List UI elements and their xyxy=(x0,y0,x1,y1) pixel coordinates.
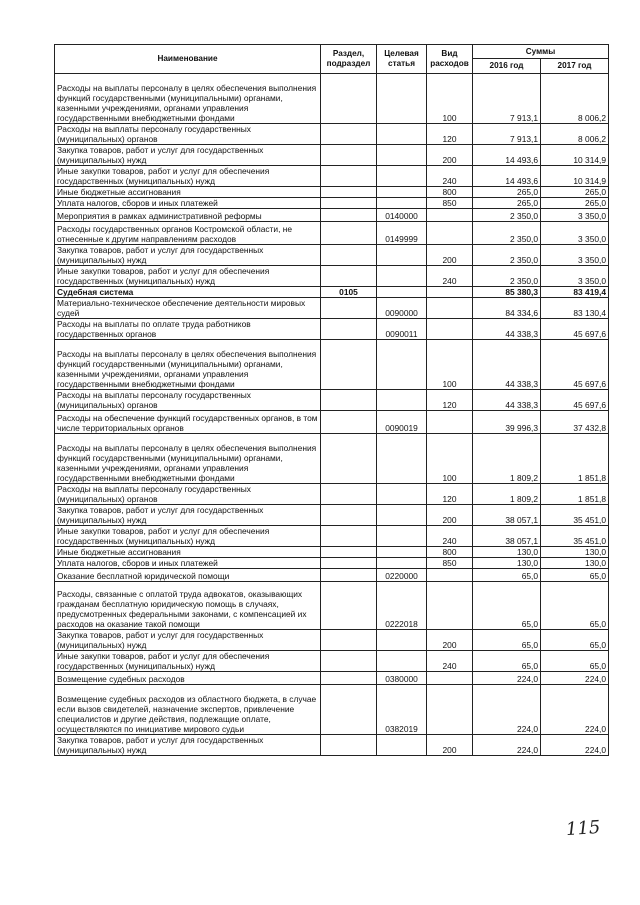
cell-v2017: 65,0 xyxy=(541,630,609,651)
cell-target: 0090000 xyxy=(377,298,427,319)
cell-v2016: 224,0 xyxy=(473,672,541,685)
header-section: Раздел, подраздел xyxy=(321,45,377,74)
table-row xyxy=(55,547,609,558)
page-number: 115 xyxy=(565,816,602,841)
cell-v2016: 65,0 xyxy=(473,569,541,582)
cell-section xyxy=(321,526,377,547)
cell-kind: 120 xyxy=(427,124,473,145)
cell-v2016: 130,0 xyxy=(473,547,541,558)
cell-v2017: 35 451,0 xyxy=(541,505,609,526)
cell-target xyxy=(377,198,427,209)
table-row xyxy=(55,266,609,287)
cell-name: Расходы, связанные с оплатой труда адвокатов, оказывающих гражданам бесплатную юридическую помощь в случаях, предусмотренных федеральными законами, с компенсацией их расходов на оказание такой помощи xyxy=(55,582,321,630)
table-row xyxy=(55,340,609,390)
cell-kind: 100 xyxy=(427,340,473,390)
cell-section xyxy=(321,298,377,319)
table-row xyxy=(55,145,609,166)
cell-v2016: 38 057,1 xyxy=(473,505,541,526)
cell-v2017: 1 851,8 xyxy=(541,434,609,484)
cell-v2017: 3 350,0 xyxy=(541,209,609,222)
cell-v2016: 2 350,0 xyxy=(473,266,541,287)
cell-target xyxy=(377,390,427,411)
cell-section xyxy=(321,411,377,434)
cell-kind: 240 xyxy=(427,651,473,672)
cell-kind: 200 xyxy=(427,735,473,756)
cell-v2016: 130,0 xyxy=(473,558,541,569)
cell-v2016: 265,0 xyxy=(473,187,541,198)
cell-name: Иные бюджетные ассигнования xyxy=(55,547,321,558)
cell-v2017: 130,0 xyxy=(541,547,609,558)
cell-name: Расходы на обеспечение функций государственных органов, в том числе территориальных органов xyxy=(55,411,321,434)
cell-kind xyxy=(427,209,473,222)
header-sums: Суммы xyxy=(473,45,609,59)
cell-name: Мероприятия в рамках административной реформы xyxy=(55,209,321,222)
cell-target: 0222018 xyxy=(377,582,427,630)
cell-v2016: 2 350,0 xyxy=(473,245,541,266)
cell-name: Уплата налогов, сборов и иных платежей xyxy=(55,198,321,209)
cell-kind xyxy=(427,287,473,298)
table-row xyxy=(55,685,609,735)
cell-section xyxy=(321,319,377,340)
cell-target xyxy=(377,558,427,569)
table-row xyxy=(55,505,609,526)
cell-target xyxy=(377,547,427,558)
cell-v2016: 38 057,1 xyxy=(473,526,541,547)
table-row xyxy=(55,222,609,245)
header-year-2016: 2016 год xyxy=(473,59,541,74)
cell-v2016: 224,0 xyxy=(473,735,541,756)
cell-target xyxy=(377,651,427,672)
cell-target xyxy=(377,166,427,187)
cell-v2017: 83 130,4 xyxy=(541,298,609,319)
cell-kind: 200 xyxy=(427,630,473,651)
table-row xyxy=(55,198,609,209)
cell-section xyxy=(321,582,377,630)
cell-section xyxy=(321,569,377,582)
table-row xyxy=(55,569,609,582)
cell-target xyxy=(377,735,427,756)
cell-kind: 850 xyxy=(427,198,473,209)
cell-name: Закупка товаров, работ и услуг для государственных (муниципальных) нужд xyxy=(55,735,321,756)
cell-v2016: 65,0 xyxy=(473,630,541,651)
cell-name: Расходы на выплаты персоналу в целях обеспечения выполнения функций государственными (муниципальными) органами, казенными учреждениями, органами управления государственными внебюджетными фондами xyxy=(55,434,321,484)
table-body xyxy=(55,74,609,756)
cell-section xyxy=(321,685,377,735)
cell-section xyxy=(321,209,377,222)
header-target: Целевая статья xyxy=(377,45,427,74)
cell-v2016: 44 338,3 xyxy=(473,340,541,390)
cell-kind: 200 xyxy=(427,505,473,526)
cell-kind xyxy=(427,685,473,735)
cell-section xyxy=(321,547,377,558)
cell-v2016: 224,0 xyxy=(473,685,541,735)
cell-target: 0149999 xyxy=(377,222,427,245)
cell-v2017: 8 006,2 xyxy=(541,124,609,145)
cell-v2016: 44 338,3 xyxy=(473,390,541,411)
cell-section xyxy=(321,245,377,266)
cell-target xyxy=(377,526,427,547)
cell-section xyxy=(321,630,377,651)
cell-target xyxy=(377,484,427,505)
cell-v2016: 1 809,2 xyxy=(473,484,541,505)
cell-section xyxy=(321,74,377,124)
cell-name: Иные закупки товаров, работ и услуг для обеспечения государственных (муниципальных) нужд xyxy=(55,166,321,187)
table-row xyxy=(55,209,609,222)
cell-v2016: 265,0 xyxy=(473,198,541,209)
table-row xyxy=(55,672,609,685)
table-row xyxy=(55,390,609,411)
table-row xyxy=(55,166,609,187)
cell-section xyxy=(321,187,377,198)
cell-name: Расходы на выплаты персоналу государственных (муниципальных) органов xyxy=(55,390,321,411)
cell-v2016: 65,0 xyxy=(473,651,541,672)
cell-target xyxy=(377,124,427,145)
table-row xyxy=(55,298,609,319)
table-row xyxy=(55,187,609,198)
table-row xyxy=(55,735,609,756)
cell-name: Иные бюджетные ассигнования xyxy=(55,187,321,198)
cell-kind xyxy=(427,319,473,340)
cell-v2017: 35 451,0 xyxy=(541,526,609,547)
cell-v2017: 45 697,6 xyxy=(541,390,609,411)
cell-section xyxy=(321,390,377,411)
cell-v2017: 65,0 xyxy=(541,569,609,582)
table-row xyxy=(55,434,609,484)
cell-target xyxy=(377,74,427,124)
cell-name: Расходы на выплаты персоналу государственных (муниципальных) органов xyxy=(55,484,321,505)
table-row xyxy=(55,651,609,672)
cell-kind xyxy=(427,672,473,685)
table-row xyxy=(55,526,609,547)
cell-v2016: 7 913,1 xyxy=(473,74,541,124)
cell-v2017: 224,0 xyxy=(541,735,609,756)
cell-name: Расходы на выплаты персоналу в целях обеспечения выполнения функций государственными (муниципальными) органами, казенными учреждениями, органами управления государственными внебюджетными фондами xyxy=(55,340,321,390)
cell-target xyxy=(377,287,427,298)
cell-v2017: 224,0 xyxy=(541,685,609,735)
cell-name: Иные закупки товаров, работ и услуг для обеспечения государственных (муниципальных) нужд xyxy=(55,266,321,287)
cell-name: Иные закупки товаров, работ и услуг для обеспечения государственных (муниципальных) нужд xyxy=(55,651,321,672)
cell-name: Закупка товаров, работ и услуг для государственных (муниципальных) нужд xyxy=(55,145,321,166)
cell-target xyxy=(377,434,427,484)
cell-target xyxy=(377,187,427,198)
cell-section xyxy=(321,505,377,526)
cell-v2017: 10 314,9 xyxy=(541,145,609,166)
cell-v2017: 1 851,8 xyxy=(541,484,609,505)
cell-v2017: 3 350,0 xyxy=(541,222,609,245)
cell-target xyxy=(377,340,427,390)
cell-name: Материально-техническое обеспечение деятельности мировых судей xyxy=(55,298,321,319)
table-row xyxy=(55,319,609,340)
cell-kind xyxy=(427,411,473,434)
cell-v2017: 3 350,0 xyxy=(541,266,609,287)
table-row xyxy=(55,630,609,651)
cell-kind: 240 xyxy=(427,526,473,547)
cell-target xyxy=(377,630,427,651)
cell-name: Расходы государственных органов Костромской области, не отнесенные к другим направлениям расходов xyxy=(55,222,321,245)
cell-target: 0382019 xyxy=(377,685,427,735)
table-row xyxy=(55,411,609,434)
cell-v2017: 45 697,6 xyxy=(541,319,609,340)
cell-section: 0105 xyxy=(321,287,377,298)
cell-kind: 800 xyxy=(427,187,473,198)
cell-kind: 240 xyxy=(427,266,473,287)
cell-kind xyxy=(427,582,473,630)
header-kind: Вид расходов xyxy=(427,45,473,74)
cell-v2016: 44 338,3 xyxy=(473,319,541,340)
table-row xyxy=(55,74,609,124)
cell-target xyxy=(377,145,427,166)
cell-name: Закупка товаров, работ и услуг для государственных (муниципальных) нужд xyxy=(55,245,321,266)
cell-section xyxy=(321,434,377,484)
table-row xyxy=(55,124,609,145)
cell-target: 0090011 xyxy=(377,319,427,340)
cell-v2016: 7 913,1 xyxy=(473,124,541,145)
cell-v2017: 8 006,2 xyxy=(541,74,609,124)
cell-section xyxy=(321,124,377,145)
table-row xyxy=(55,582,609,630)
budget-sheet xyxy=(54,44,609,756)
cell-v2016: 14 493,6 xyxy=(473,166,541,187)
cell-v2017: 83 419,4 xyxy=(541,287,609,298)
cell-name: Возмещение судебных расходов xyxy=(55,672,321,685)
table-row xyxy=(55,558,609,569)
cell-v2017: 130,0 xyxy=(541,558,609,569)
budget-table xyxy=(54,44,609,756)
cell-target: 0140000 xyxy=(377,209,427,222)
cell-kind xyxy=(427,569,473,582)
cell-v2016: 2 350,0 xyxy=(473,209,541,222)
cell-name: Судебная система xyxy=(55,287,321,298)
cell-section xyxy=(321,672,377,685)
cell-v2016: 14 493,6 xyxy=(473,145,541,166)
cell-v2016: 65,0 xyxy=(473,582,541,630)
cell-target: 0090019 xyxy=(377,411,427,434)
cell-section xyxy=(321,166,377,187)
cell-target xyxy=(377,245,427,266)
cell-v2017: 45 697,6 xyxy=(541,340,609,390)
cell-v2017: 10 314,9 xyxy=(541,166,609,187)
cell-section xyxy=(321,198,377,209)
cell-name: Расходы на выплаты по оплате труда работников государственных органов xyxy=(55,319,321,340)
cell-kind xyxy=(427,222,473,245)
table-row xyxy=(55,245,609,266)
cell-section xyxy=(321,266,377,287)
cell-section xyxy=(321,651,377,672)
cell-target: 0380000 xyxy=(377,672,427,685)
cell-v2017: 3 350,0 xyxy=(541,245,609,266)
cell-section xyxy=(321,558,377,569)
cell-v2016: 39 996,3 xyxy=(473,411,541,434)
header-year-2017: 2017 год xyxy=(541,59,609,74)
cell-v2017: 265,0 xyxy=(541,187,609,198)
cell-kind: 120 xyxy=(427,390,473,411)
cell-name: Закупка товаров, работ и услуг для государственных (муниципальных) нужд xyxy=(55,630,321,651)
cell-section xyxy=(321,735,377,756)
cell-kind: 200 xyxy=(427,145,473,166)
cell-v2017: 65,0 xyxy=(541,651,609,672)
cell-v2017: 224,0 xyxy=(541,672,609,685)
cell-kind: 200 xyxy=(427,245,473,266)
cell-name: Возмещение судебных расходов из областного бюджета, в случае если вызов свидетелей, назначение экспертов, привлечение специалистов и другие действия, подлежащие оплате, осуществляются по инициативе мирового судьи xyxy=(55,685,321,735)
table-row xyxy=(55,484,609,505)
cell-section xyxy=(321,484,377,505)
cell-kind: 800 xyxy=(427,547,473,558)
cell-name: Расходы на выплаты персоналу в целях обеспечения выполнения функций государственными (муниципальными) органами, казенными учреждениями, органами управления государственными внебюджетными фондами xyxy=(55,74,321,124)
cell-v2017: 265,0 xyxy=(541,198,609,209)
cell-v2016: 85 380,3 xyxy=(473,287,541,298)
cell-target: 0220000 xyxy=(377,569,427,582)
cell-section xyxy=(321,145,377,166)
cell-section xyxy=(321,222,377,245)
cell-name: Расходы на выплаты персоналу государственных (муниципальных) органов xyxy=(55,124,321,145)
cell-v2016: 2 350,0 xyxy=(473,222,541,245)
cell-kind: 850 xyxy=(427,558,473,569)
cell-name: Уплата налогов, сборов и иных платежей xyxy=(55,558,321,569)
header-name: Наименование xyxy=(55,45,321,74)
cell-kind: 100 xyxy=(427,434,473,484)
cell-v2016: 84 334,6 xyxy=(473,298,541,319)
cell-kind xyxy=(427,298,473,319)
cell-kind: 120 xyxy=(427,484,473,505)
cell-section xyxy=(321,340,377,390)
cell-kind: 240 xyxy=(427,166,473,187)
table-row xyxy=(55,287,609,298)
cell-name: Закупка товаров, работ и услуг для государственных (муниципальных) нужд xyxy=(55,505,321,526)
cell-target xyxy=(377,266,427,287)
cell-target xyxy=(377,505,427,526)
cell-v2016: 1 809,2 xyxy=(473,434,541,484)
cell-name: Иные закупки товаров, работ и услуг для обеспечения государственных (муниципальных) нужд xyxy=(55,526,321,547)
cell-v2017: 65,0 xyxy=(541,582,609,630)
cell-name: Оказание бесплатной юридической помощи xyxy=(55,569,321,582)
cell-v2017: 37 432,8 xyxy=(541,411,609,434)
cell-kind: 100 xyxy=(427,74,473,124)
